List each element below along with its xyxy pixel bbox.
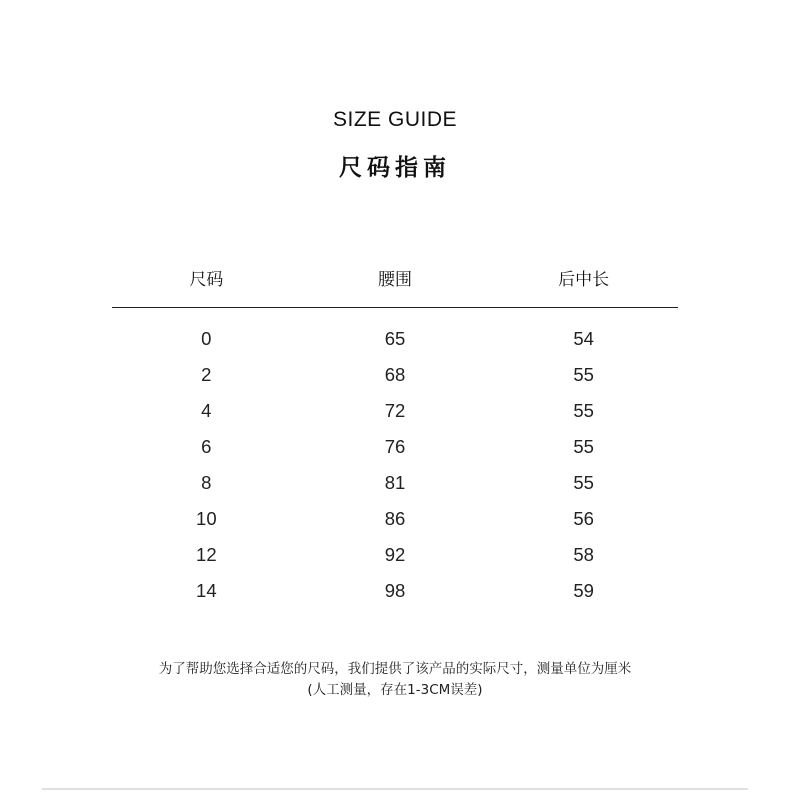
cell-back-length: 59 <box>573 580 594 601</box>
size-table <box>112 262 678 609</box>
cell-size: 10 <box>196 508 217 529</box>
table-row <box>112 501 678 537</box>
cell-waist: 72 <box>384 400 406 421</box>
table-row <box>112 429 678 465</box>
measurement-note-line-1: 为了帮助您选择合适您的尺码，我们提供了该产品的实际尺寸，测量单位为厘米 <box>158 661 632 677</box>
cell-waist: 65 <box>384 328 406 349</box>
bottom-divider <box>42 788 748 790</box>
table-header <box>112 262 678 308</box>
table-row <box>112 573 678 609</box>
cell-waist: 81 <box>384 472 406 493</box>
table-row <box>112 357 678 393</box>
column-header-back-length: 后中长 <box>558 270 610 290</box>
cell-back-length: 55 <box>573 364 594 385</box>
cell-waist: 98 <box>384 580 406 601</box>
cell-back-length: 54 <box>573 328 594 349</box>
cell-size: 12 <box>196 544 217 565</box>
cell-size: 2 <box>201 364 212 385</box>
table-row <box>112 393 678 429</box>
page-title-english: SIZE GUIDE <box>332 108 458 131</box>
page-title-chinese: 尺码指南 <box>339 155 451 181</box>
measurement-note-line-2: (人工测量，存在1-3CM误差) <box>307 682 483 698</box>
measurement-note <box>0 659 790 701</box>
cell-size: 14 <box>196 580 217 601</box>
cell-size: 6 <box>201 436 212 457</box>
table-row <box>112 321 678 357</box>
cell-size: 8 <box>201 472 212 493</box>
cell-size: 4 <box>201 400 212 421</box>
cell-waist: 86 <box>384 508 406 529</box>
cell-back-length: 55 <box>573 472 594 493</box>
cell-back-length: 55 <box>573 436 594 457</box>
column-header-waist: 腰围 <box>377 270 412 290</box>
cell-back-length: 55 <box>573 400 594 421</box>
table-row <box>112 537 678 573</box>
cell-waist: 92 <box>384 544 406 565</box>
cell-waist: 76 <box>384 436 406 457</box>
column-header-size: 尺码 <box>189 270 224 290</box>
table-body <box>112 308 678 609</box>
cell-back-length: 56 <box>573 508 594 529</box>
cell-waist: 68 <box>384 364 406 385</box>
table-row <box>112 465 678 501</box>
cell-back-length: 58 <box>573 544 594 565</box>
cell-size: 0 <box>201 328 212 349</box>
